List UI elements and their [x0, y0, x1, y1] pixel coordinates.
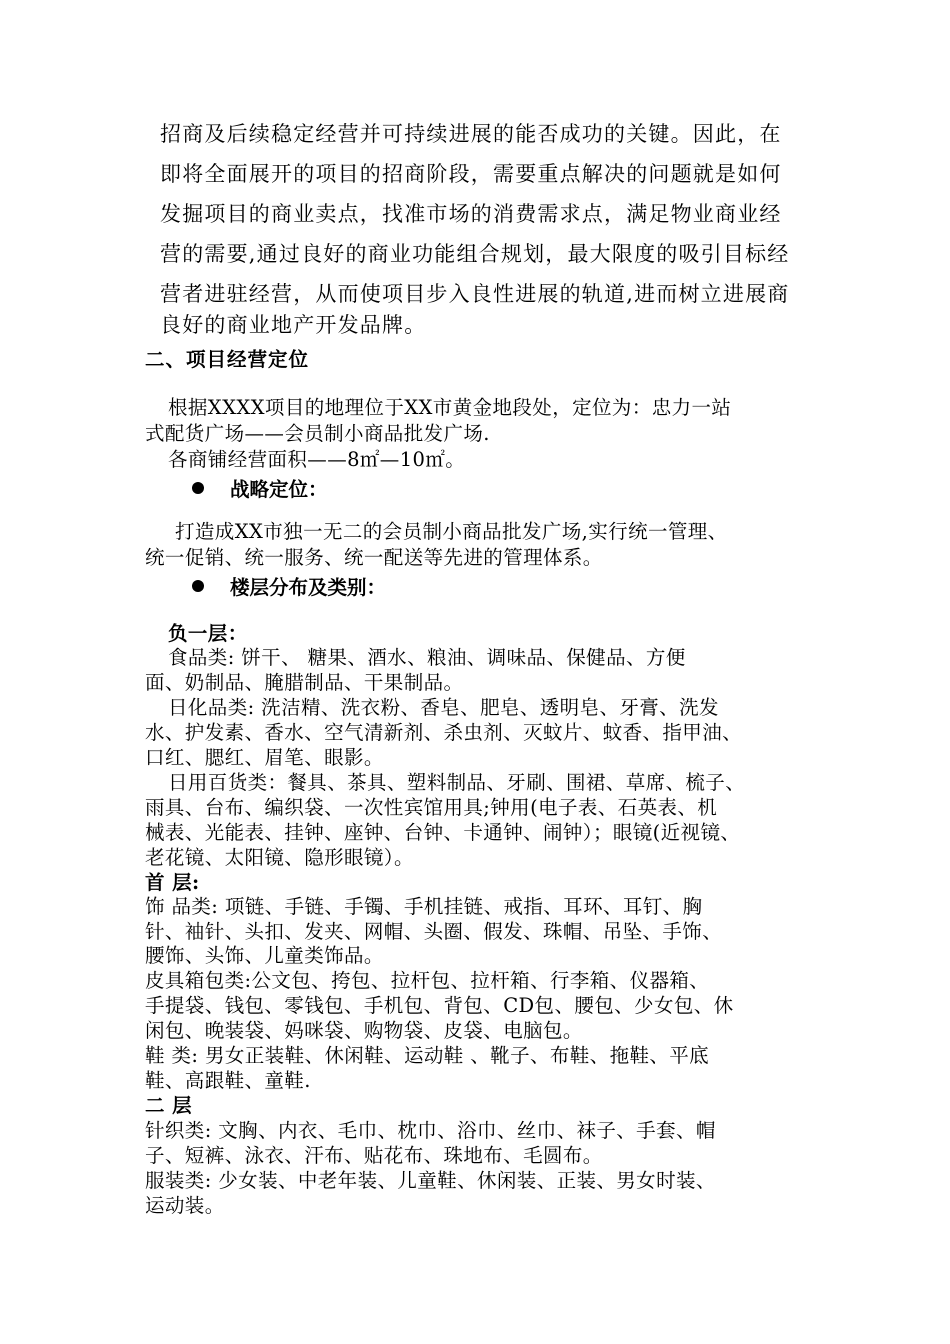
- floor-f1-line: 饰 品类: 项链、手链、手镯、手机挂链、戒指、耳环、耳钉、胸: [145, 895, 703, 918]
- floor-f1-line: 闲包、晚装袋、妈咪袋、购物袋、皮袋、电脑包。: [145, 1019, 583, 1042]
- floors-title: 楼层分布及类别：: [230, 576, 387, 599]
- positioning-line: 根据XXXX项目的地理位于XX市黄金地段处，定位为：忠力一站: [168, 396, 732, 419]
- intro-line: 良好的商业地产开发品牌。: [160, 313, 427, 337]
- floor-f1-line: 针、袖针、头扣、发夹、网帽、头圈、假发、珠帽、吊坠、手饰、: [145, 920, 723, 943]
- bullet-icon: [192, 580, 204, 592]
- floor-f1-line: 鞋 类: 男女正装鞋、休闲鞋、运动鞋 、靴子、布鞋、拖鞋、平底: [145, 1044, 710, 1067]
- floor-f1-line: 鞋、高跟鞋、童鞋.: [145, 1069, 311, 1092]
- floor-f2-line: 子、短裤、泳衣、汗布、贴花布、珠地布、毛圆布。: [145, 1144, 603, 1167]
- floor-f2-title: 二 层: [145, 1094, 192, 1117]
- positioning-line: 式配货广场——会员制小商品批发广场.: [145, 422, 490, 445]
- floor-b1-line: 日用百货类：餐具、茶具、塑料制品、牙刷、围裙、草席、梳子、: [168, 771, 746, 794]
- intro-line: 营者进驻经营，从而使项目步入良性进展的轨道,进而树立进展商: [160, 282, 790, 306]
- strategy-line: 统一促销、统一服务、统一配送等先进的管理体系。: [145, 546, 603, 569]
- floor-b1-line: 面、奶制品、腌腊制品、干果制品。: [145, 671, 464, 694]
- intro-line: 发掘项目的商业卖点，找准市场的消费需求点，满足物业商业经: [160, 202, 782, 226]
- strategy-heading: [192, 474, 328, 502]
- floor-b1-line: 雨具、台布、编织袋、一次性宾馆用具;钟用(电子表、石英表、机: [145, 796, 718, 819]
- floor-b1-line: 日化品类: 洗洁精、洗衣粉、香皂、肥皂、透明皂、牙膏、洗发: [168, 696, 719, 719]
- intro-line: 招商及后续稳定经营并可持续进展的能否成功的关键。因此，在: [160, 122, 782, 146]
- floor-b1-title: 负一层：: [168, 622, 248, 645]
- floor-f1-line: 手提袋、钱包、零钱包、手机包、背包、CD包、腰包、少女包、休: [145, 994, 734, 1017]
- floor-f1-line: 皮具箱包类:公文包、挎包、拉杆包、拉杆箱、行李箱、仪器箱、: [145, 969, 710, 992]
- floor-b1-line: 口红、腮红、眉笔、眼影。: [145, 746, 384, 769]
- intro-line: 即将全面展开的项目的招商阶段，需要重点解决的问题就是如何: [160, 162, 782, 186]
- floor-b1-line: 老花镜、太阳镜、隐形眼镜）。: [145, 846, 414, 869]
- floor-b1-line: 水、护发素、香水、空气清新剂、杀虫剂、灭蚊片、蚊香、指甲油、: [145, 721, 743, 744]
- floor-b1-line: 械表、光能表、挂钟、座钟、台钟、卡通钟、闹钟）；眼镜(近视镜、: [145, 821, 741, 844]
- floor-b1-line: 食品类: 饼干、 糖果、酒水、粮油、调味品、保健品、方便: [168, 646, 686, 669]
- intro-line: 营的需要,通过良好的商业功能组合规划，最大限度的吸引目标经: [160, 242, 790, 266]
- positioning-line: 各商铺经营面积——8㎡—10㎡。: [168, 448, 466, 471]
- bullet-icon: [192, 482, 204, 494]
- strategy-title: 战略定位：: [230, 478, 328, 501]
- floor-f2-line: 运动装。: [145, 1194, 225, 1217]
- floor-f2-line: 针织类: 文胸、内衣、毛巾、枕巾、浴巾、丝巾、袜子、手套、帽: [145, 1119, 716, 1142]
- floor-f1-title: 首 层:: [145, 871, 200, 894]
- floor-f2-line: 服装类: 少女装、中老年装、儿童鞋、休闲装、正装、男女时装、: [145, 1169, 716, 1192]
- floors-heading: [192, 572, 386, 600]
- floor-f1-line: 腰饰、头饰、儿童类饰品。: [145, 944, 384, 967]
- section-heading: 二、项目经营定位: [145, 348, 310, 371]
- strategy-line: 打造成XX市独一无二的会员制小商品批发广场,实行统一管理、: [175, 520, 728, 543]
